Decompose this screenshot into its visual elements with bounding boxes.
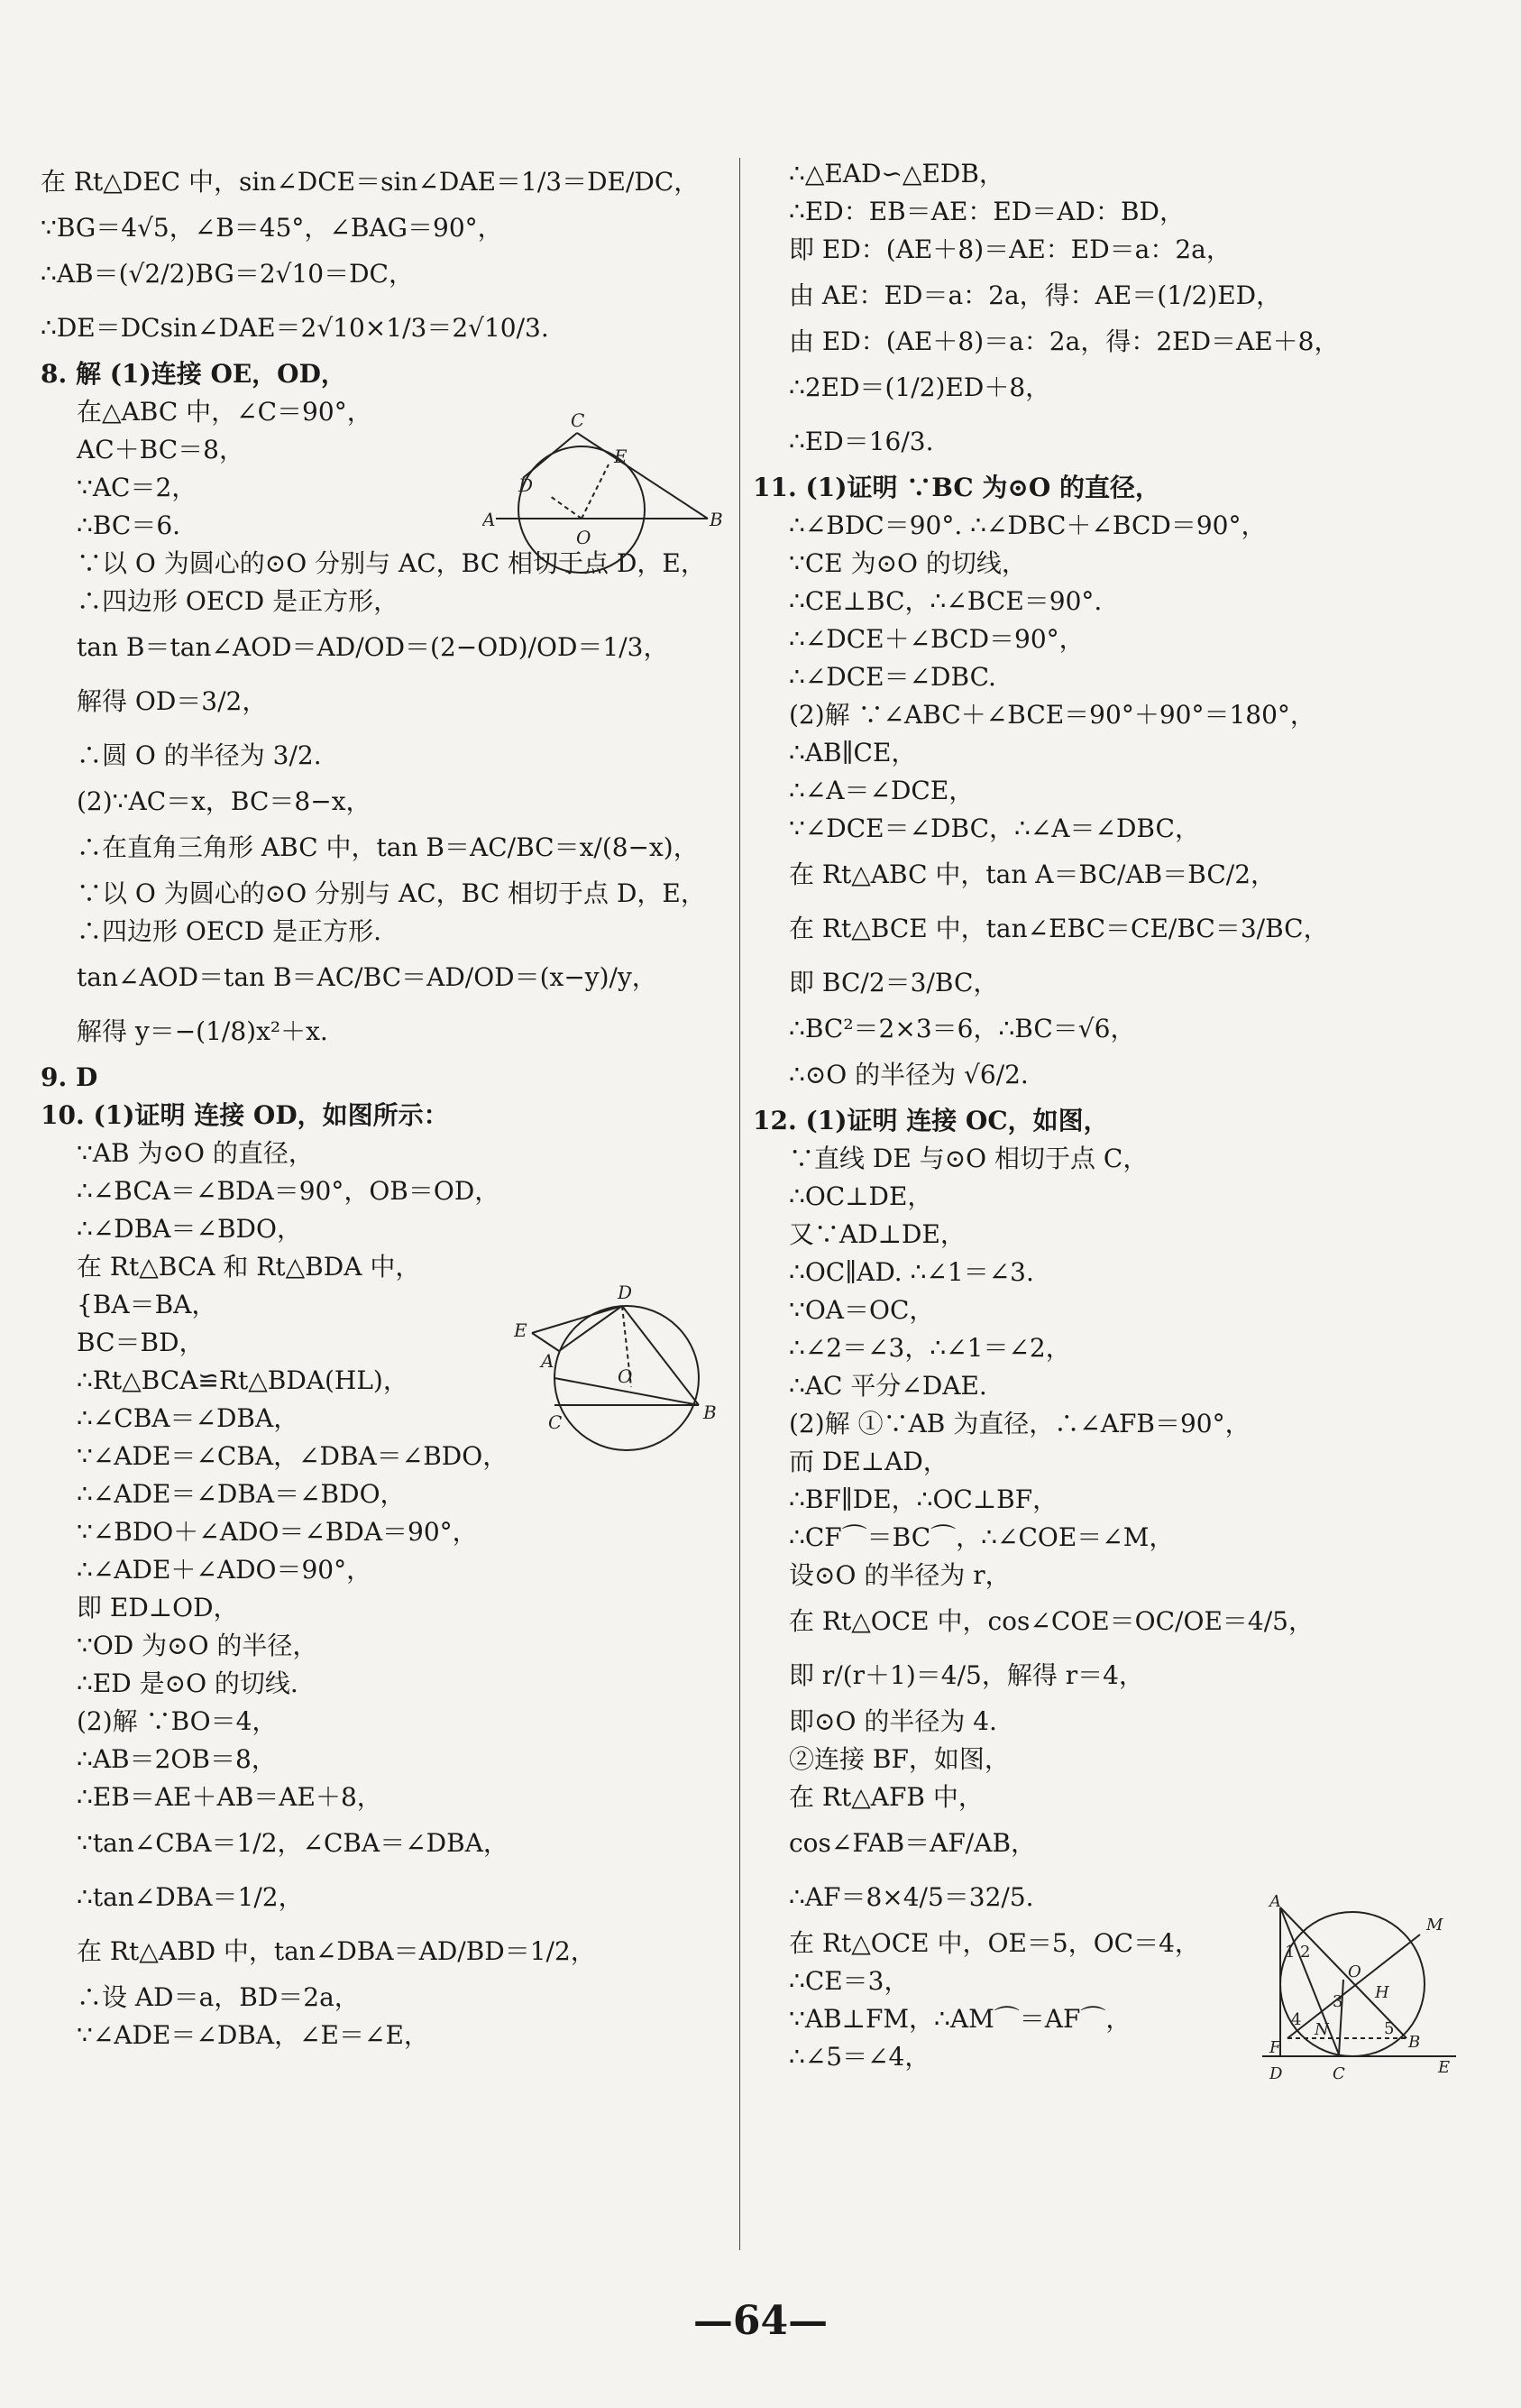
text-line: cos∠FAB＝AF/AB， xyxy=(789,1828,1037,1858)
text-line: 在 Rt△DEC 中，sin∠DCE＝sin∠DAE＝1/3＝DE/DC， xyxy=(41,167,700,197)
problem-12-heading: 12. (1)证明 连接 OC，如图， xyxy=(753,1106,1109,1135)
label-e: E xyxy=(1438,2058,1451,2077)
text-line: ∵AB⊥FM，∴AM⌒＝AF⌒， xyxy=(789,2004,1132,2034)
text-line: 在 Rt△AFB 中， xyxy=(789,1782,984,1812)
text-line: tan∠AOD＝tan B＝AC/BC＝AD/OD＝(x−y)/y， xyxy=(77,962,657,992)
text-line: ∵BG＝4√5，∠B＝45°，∠BAG＝90°， xyxy=(41,213,503,243)
text-line: 在 Rt△OCE 中，cos∠COE＝OC/OE＝4/5， xyxy=(789,1606,1314,1636)
label-f: F xyxy=(1269,2038,1281,2057)
label-3: 3 xyxy=(1333,1992,1343,2011)
text-line: AC＋BC＝8， xyxy=(77,435,244,464)
text-line: ∴∠DCE＋∠BCD＝90°， xyxy=(789,624,1085,654)
text-line: ∴OC⊥DE， xyxy=(789,1181,933,1211)
page-number: —64— xyxy=(692,2298,829,2344)
text-line: ∴在直角三角形 ABC 中，tan B＝AC/BC＝x/(8−x)， xyxy=(77,832,699,862)
problem-8-figure xyxy=(482,410,726,600)
text-line: 在 Rt△OCE 中，OE＝5，OC＝4， xyxy=(789,1928,1200,1958)
text-line: ∴EB＝AE＋AB＝AE＋8， xyxy=(77,1782,382,1812)
text-line: ∵OA＝OC， xyxy=(789,1295,935,1325)
label-m: M xyxy=(1426,1916,1443,1935)
label-d: D xyxy=(518,474,534,496)
text-line: 在 Rt△ABC 中，tan A＝BC/AB＝BC/2， xyxy=(789,859,1277,889)
text-line: ∴AB＝2OB＝8， xyxy=(77,1744,277,1774)
text-line: ②连接 BF，如图， xyxy=(789,1744,1010,1774)
segment-oc xyxy=(1339,1980,1343,2054)
text-line: ∵直线 DE 与⊙O 相切于点 C， xyxy=(789,1144,1149,1173)
text-line: ∴∠ADE＝∠DBA＝∠BDO， xyxy=(77,1479,406,1509)
problem-10-heading: 10. (1)证明 连接 OD，如图所示： xyxy=(41,1100,449,1130)
label-e: E xyxy=(614,446,628,467)
text-line: ∴DE＝DCsin∠DAE＝2√10×1/3＝2√10/3. xyxy=(41,313,549,343)
label-c: C xyxy=(548,1411,563,1433)
text-line: 即⊙O 的半径为 4. xyxy=(789,1706,997,1736)
text-line: (2)∵AC＝x，BC＝8−x， xyxy=(77,786,371,816)
text-line: ∴圆 O 的半径为 3/2. xyxy=(77,740,322,770)
segment-ed xyxy=(532,1306,622,1333)
problem-8-heading: 8. 解 (1)连接 OE，OD， xyxy=(41,359,346,389)
right-column xyxy=(753,155,1465,2076)
text-line: 由 ED：(AE＋8)＝a：2a，得：2ED＝AE＋8， xyxy=(789,326,1340,356)
text-line: ∵∠BDO＋∠ADO＝∠BDA＝90°， xyxy=(77,1517,478,1547)
text-line: ∴ED 是⊙O 的切线. xyxy=(77,1668,298,1698)
label-o: O xyxy=(576,527,591,548)
text-line: (2)解 ∵∠ABC＋∠BCE＝90°＋90°＝180°， xyxy=(789,700,1315,730)
label-b: B xyxy=(1408,2033,1421,2052)
text-line: 设⊙O 的半径为 r， xyxy=(789,1560,1011,1590)
text-line: tan B＝tan∠AOD＝AD/OD＝(2−OD)/OD＝1/3， xyxy=(77,632,669,662)
text-line: BC＝BD， xyxy=(77,1328,205,1357)
text-line: ∴∠ADE＋∠ADO＝90°， xyxy=(77,1555,372,1585)
label-e: E xyxy=(514,1319,527,1341)
text-line: ∴AF＝8×4/5＝32/5. xyxy=(789,1882,1034,1912)
text-line: ∴CF⌒＝BC⌒，∴∠COE＝∠M， xyxy=(789,1522,1175,1552)
segment-ad xyxy=(559,1306,622,1351)
text-line: ∴∠BCA＝∠BDA＝90°，OB＝OD， xyxy=(77,1176,500,1206)
label-o: O xyxy=(1348,1962,1361,1981)
segment-ac xyxy=(1280,1907,1339,2054)
text-line: ∴2ED＝(1/2)ED＋8， xyxy=(789,372,1051,402)
text-line: ∵以 O 为圆心的⊙O 分别与 AC，BC 相切于点 D，E， xyxy=(77,548,706,578)
text-line: 而 DE⊥AD， xyxy=(789,1447,948,1476)
problem-10-figure xyxy=(514,1279,730,1459)
text-line: ∴设 AD＝a，BD＝2a， xyxy=(77,1982,360,2012)
text-line: ∴BF∥DE，∴OC⊥BF， xyxy=(789,1484,1058,1514)
segment-ea xyxy=(532,1333,559,1351)
label-a: A xyxy=(482,509,496,530)
label-h: H xyxy=(1375,1983,1389,2002)
label-1: 1 xyxy=(1285,1943,1296,1962)
label-n: N xyxy=(1315,2020,1329,2039)
text-line: 在 Rt△BCA 和 Rt△BDA 中， xyxy=(77,1252,421,1282)
label-c: C xyxy=(1333,2064,1345,2083)
text-line: ∴∠2＝∠3，∴∠1＝∠2， xyxy=(789,1333,1071,1363)
text-line: 在 Rt△ABD 中，tan∠DBA＝AD/BD＝1/2， xyxy=(77,1936,596,1966)
text-line: ∵∠ADE＝∠CBA，∠DBA＝∠BDO， xyxy=(77,1441,509,1471)
text-line: ∵AC＝2， xyxy=(77,473,197,502)
text-line: (2)解 ①∵AB 为直径，∴∠AFB＝90°， xyxy=(789,1409,1251,1438)
label-o: O xyxy=(618,1365,633,1387)
text-line: ∴CE＝3， xyxy=(789,1966,910,1996)
segment-oe xyxy=(582,464,609,519)
column-divider xyxy=(739,158,740,2250)
text-line: ∵∠DCE＝∠DBC，∴∠A＝∠DBC， xyxy=(789,813,1200,843)
text-line: ∴AB＝(√2/2)BG＝2√10＝DC， xyxy=(41,259,414,289)
segment-cb xyxy=(577,433,708,519)
text-line: ∴tan∠DBA＝1/2， xyxy=(77,1882,304,1912)
text-line: ∴ED：EB＝AE：ED＝AD：BD， xyxy=(789,197,1185,226)
label-c: C xyxy=(571,410,585,431)
text-line: ∴∠A＝∠DCE， xyxy=(789,776,975,805)
label-d: D xyxy=(1269,2064,1283,2083)
label-d: D xyxy=(618,1282,633,1303)
text-line: 即 BC/2＝3/BC， xyxy=(789,968,999,997)
text-line: ∴OC∥AD. ∴∠1＝∠3. xyxy=(789,1257,1034,1287)
text-line: ∴AC 平分∠DAE. xyxy=(789,1371,987,1401)
text-line: ∴AB∥CE， xyxy=(789,738,917,767)
text-line: ∴∠BDC＝90°. ∴∠DBC＋∠BCD＝90°， xyxy=(789,510,1267,540)
segment-ac xyxy=(523,433,577,478)
text-line: ∵CE 为⊙O 的切线， xyxy=(789,548,1027,578)
text-line: ∴⊙O 的半径为 √6/2. xyxy=(789,1060,1029,1089)
label-a: A xyxy=(1269,1894,1281,1911)
problem-9-answer: 9. D xyxy=(41,1062,98,1092)
text-line: ∴Rt△BCA≌Rt△BDA(HL)， xyxy=(77,1365,408,1395)
text-line: ∴四边形 OECD 是正方形. xyxy=(77,916,381,946)
text-line: ∴∠DCE＝∠DBC. xyxy=(789,662,996,692)
label-4: 4 xyxy=(1291,2010,1302,2029)
text-line: 由 AE：ED＝a：2a，得：AE＝(1/2)ED， xyxy=(789,280,1282,310)
label-2: 2 xyxy=(1300,1943,1311,1962)
text-line: ∴BC＝6. xyxy=(77,510,181,540)
label-b: B xyxy=(710,509,723,530)
text-line: ∵tan∠CBA＝1/2，∠CBA＝∠DBA， xyxy=(77,1828,509,1858)
text-line: ∵∠ADE＝∠DBA，∠E＝∠E， xyxy=(77,2020,429,2050)
text-line: (2)解 ∵BO＝4， xyxy=(77,1706,278,1736)
segment-od xyxy=(550,496,582,519)
text-line: 在 Rt△BCE 中，tan∠EBC＝CE/BC＝3/BC， xyxy=(789,914,1329,943)
text-line: 在△ABC 中，∠C＝90°， xyxy=(77,397,372,427)
segment-db xyxy=(622,1306,699,1405)
problem-12-figure xyxy=(1253,1894,1461,2092)
text-line: 解得 y＝−(1/8)x²＋x. xyxy=(77,1016,328,1046)
text-line: ∴∠CBA＝∠DBA， xyxy=(77,1403,299,1433)
text-line: 又∵AD⊥DE， xyxy=(789,1219,966,1249)
text-line: ∴∠5＝∠4， xyxy=(789,2042,930,2072)
text-line: 即 ED⊥OD， xyxy=(77,1593,239,1622)
text-line: ∵AB 为⊙O 的直径， xyxy=(77,1138,314,1168)
problem-11-heading: 11. (1)证明 ∵BC 为⊙O 的直径， xyxy=(753,473,1161,502)
text-line: ∴四边形 OECD 是正方形， xyxy=(77,586,399,616)
text-line: 即 ED：(AE＋8)＝AE：ED＝a：2a， xyxy=(789,234,1232,264)
text-line: ∴∠DBA＝∠BDO， xyxy=(77,1214,302,1244)
text-line: ∴ED＝16/3. xyxy=(789,427,934,456)
text-line: {BA＝BA， xyxy=(77,1290,217,1319)
label-a: A xyxy=(541,1350,554,1372)
text-line: ∴△EAD∽△EDB， xyxy=(789,159,1004,188)
text-line: ∴BC²＝2×3＝6，∴BC＝√6， xyxy=(789,1014,1136,1043)
text-line: ∴CE⊥BC，∴∠BCE＝90°. xyxy=(789,586,1103,616)
label-5: 5 xyxy=(1384,2019,1395,2038)
text-line: 解得 OD＝3/2， xyxy=(77,686,268,716)
label-b: B xyxy=(703,1402,717,1423)
text-line: 即 r/(r＋1)＝4/5，解得 r＝4， xyxy=(789,1660,1144,1690)
text-line: ∵以 O 为圆心的⊙O 分别与 AC，BC 相切于点 D，E， xyxy=(77,878,706,908)
text-line: ∵OD 为⊙O 的半径， xyxy=(77,1631,318,1660)
